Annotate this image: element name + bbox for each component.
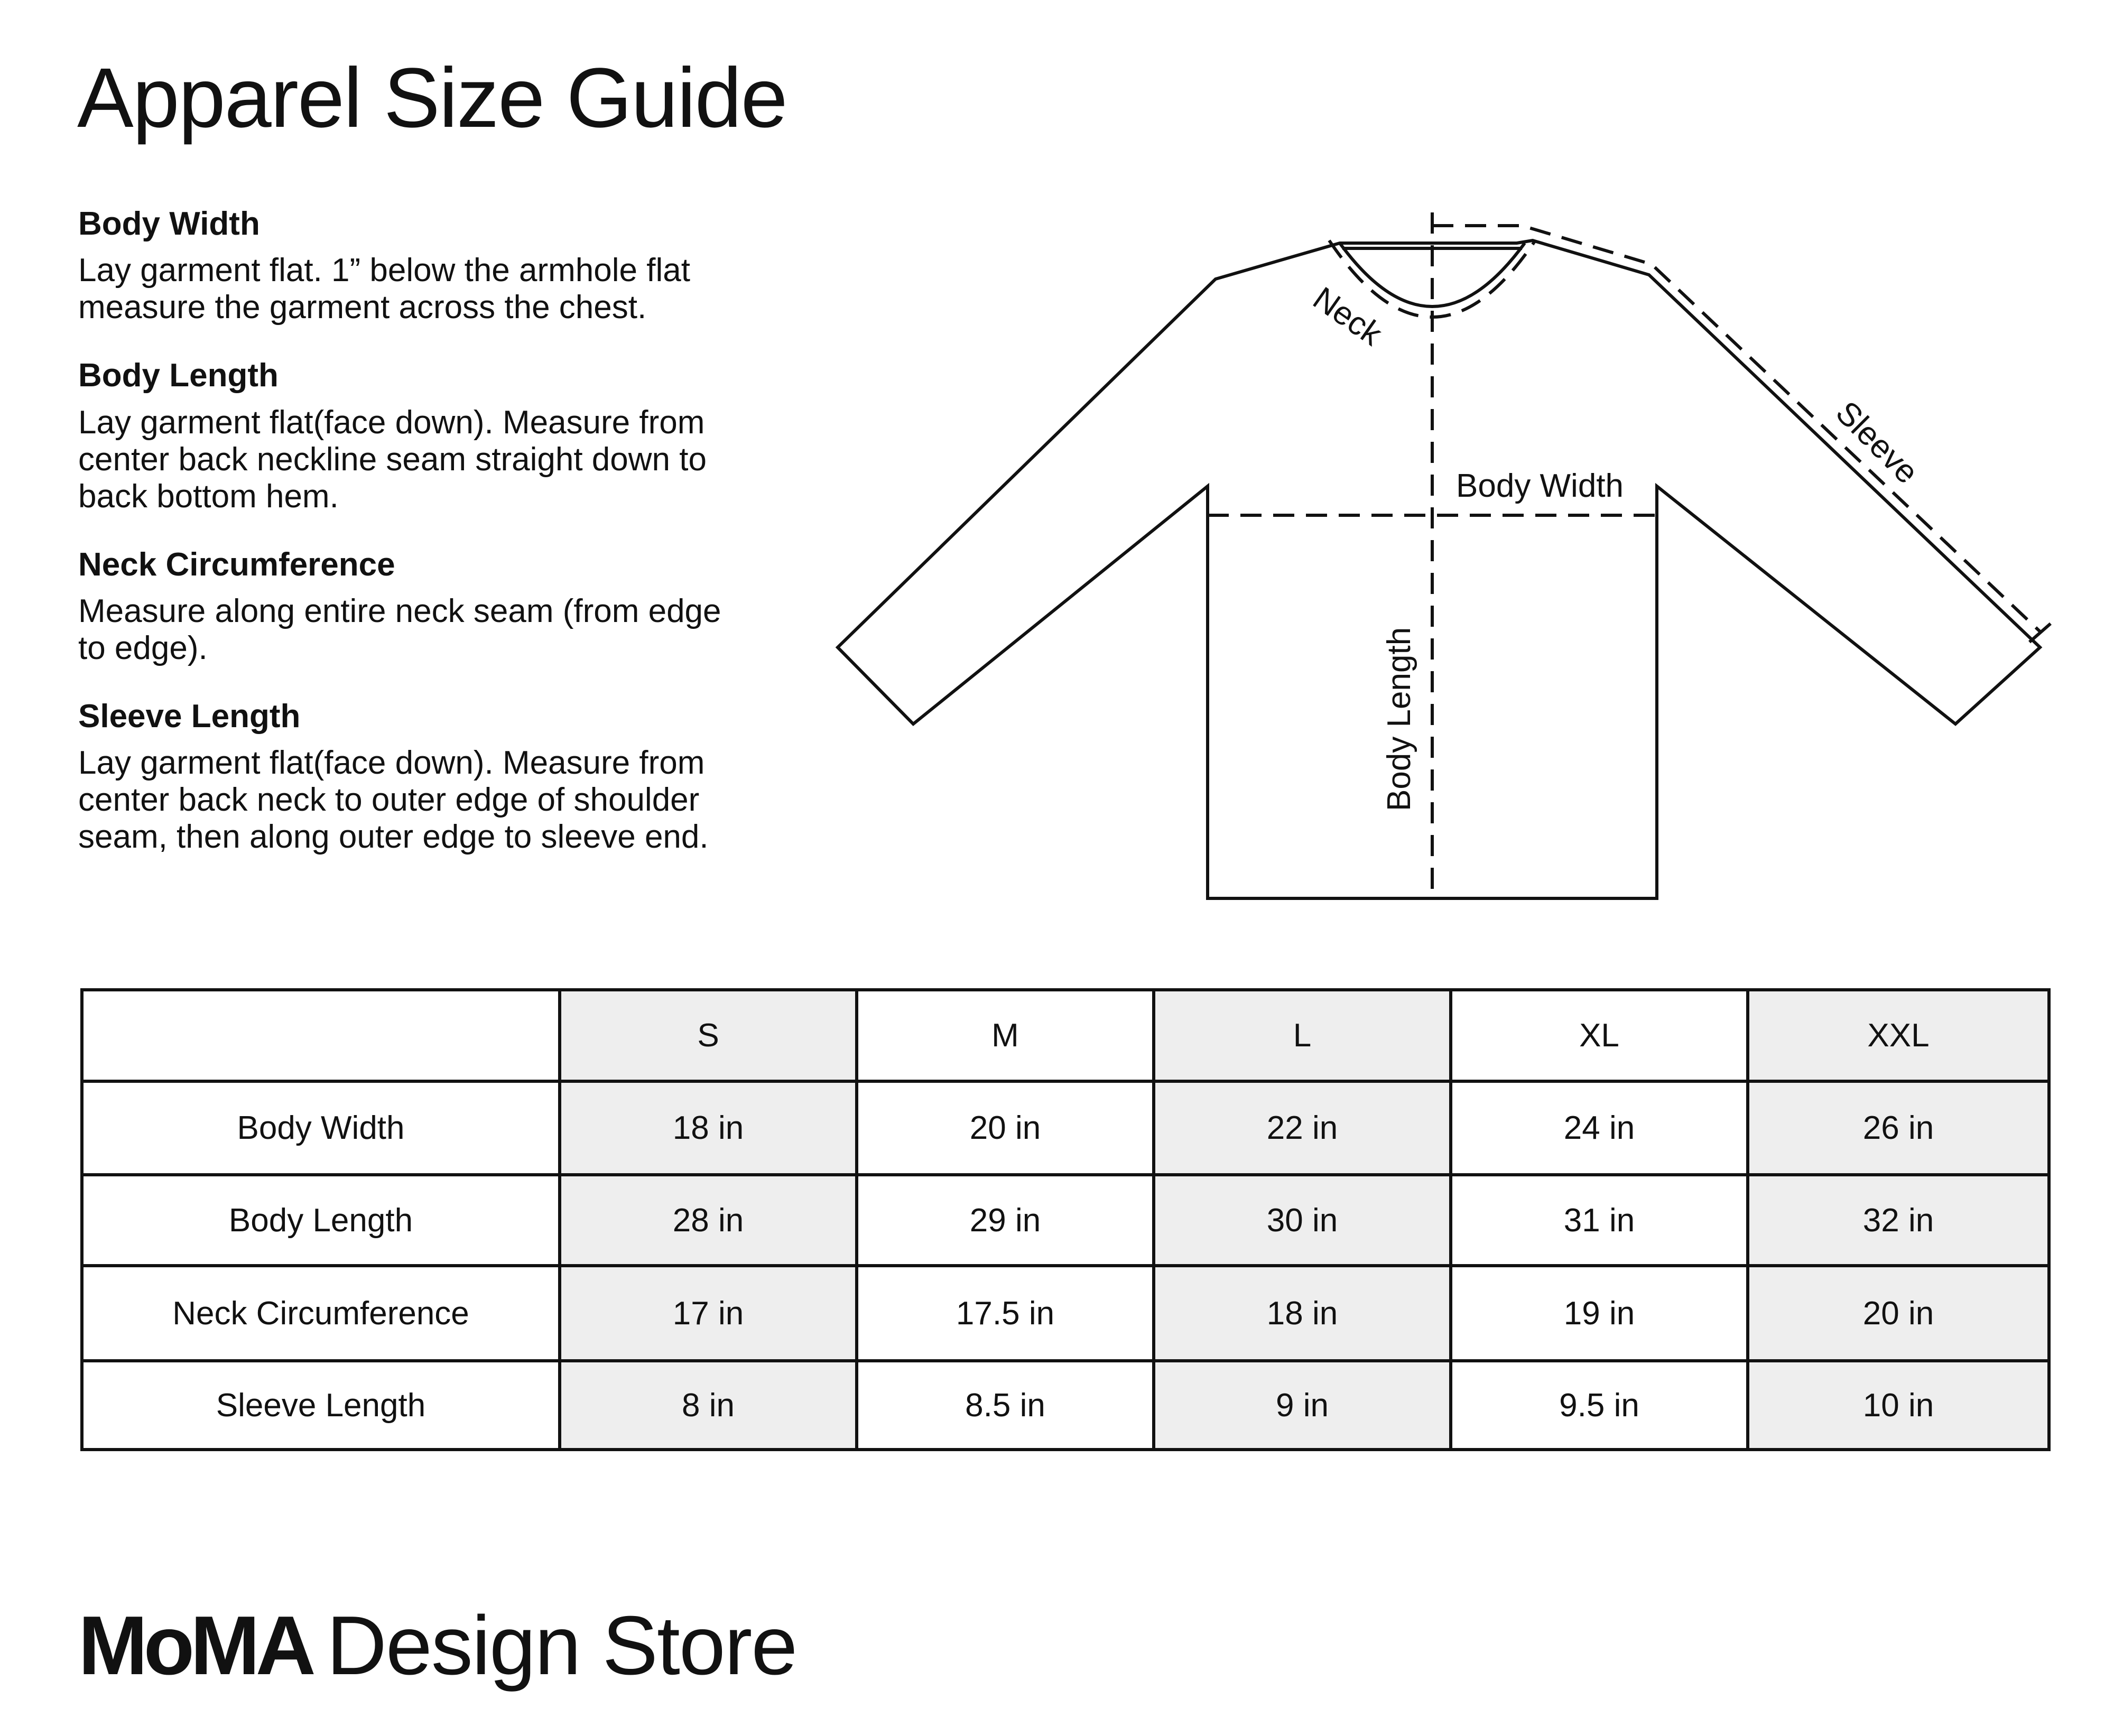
size-header-l: L <box>1154 990 1451 1081</box>
size-header-xxl: XXL <box>1748 990 2049 1081</box>
instruction-heading: Body Length <box>78 357 279 394</box>
table-cell: 30 in <box>1154 1175 1451 1266</box>
logo-store: Design Store <box>326 1599 797 1692</box>
instruction-line: seam, then along outer edge to sleeve end. <box>78 819 709 856</box>
table-cell: 20 in <box>1748 1266 2049 1361</box>
table-cell: 31 in <box>1451 1175 1748 1266</box>
table-cell: 9 in <box>1154 1361 1451 1450</box>
table-cell: 18 in <box>560 1081 857 1175</box>
table-cell: 29 in <box>857 1175 1154 1266</box>
table-cell: 32 in <box>1748 1175 2049 1266</box>
instruction-line: Lay garment flat(face down). Measure from <box>78 745 705 782</box>
body-length-label: Body Length <box>1381 627 1417 811</box>
table-cell: 17 in <box>560 1266 857 1361</box>
instruction-line: center back neck to outer edge of shoulder <box>78 782 700 819</box>
logo-brand: MoMA <box>78 1599 312 1692</box>
instruction-heading: Body Width <box>78 206 260 242</box>
instruction-line: to edge). <box>78 629 208 666</box>
instruction-line: measure the garment across the chest. <box>78 289 647 326</box>
moma-design-store-logo <box>78 1599 797 1692</box>
size-header-s: S <box>560 990 857 1081</box>
table-header-row <box>82 990 2049 1081</box>
table-row <box>82 1081 2049 1175</box>
table-cell: 10 in <box>1748 1361 2049 1450</box>
table-row <box>82 1266 2049 1361</box>
size-header-m: M <box>857 990 1154 1081</box>
instruction-line: Measure along entire neck seam (from edge <box>78 592 721 629</box>
table-cell: 8.5 in <box>857 1361 1154 1450</box>
size-chart-table <box>80 988 2051 1451</box>
table-cell: 9.5 in <box>1451 1361 1748 1450</box>
neck-label: Neck <box>1306 280 1389 353</box>
table-cell: 17.5 in <box>857 1266 1154 1361</box>
sleeve-label: Sleeve <box>1829 394 1925 491</box>
table-corner-cell <box>82 990 560 1081</box>
size-header-xl: XL <box>1451 990 1748 1081</box>
instruction-line: center back neckline seam straight down to <box>78 441 707 478</box>
table-cell: 22 in <box>1154 1081 1451 1175</box>
table-cell: 26 in <box>1748 1081 2049 1175</box>
row-label: Body Length <box>82 1175 560 1266</box>
table-row <box>82 1175 2049 1266</box>
page-title: Apparel Size Guide <box>77 50 787 145</box>
table-row <box>82 1361 2049 1450</box>
row-label: Body Width <box>82 1081 560 1175</box>
instruction-heading: Sleeve Length <box>78 698 301 735</box>
table-cell: 20 in <box>857 1081 1154 1175</box>
instruction-line: Lay garment flat(face down). Measure from <box>78 404 705 441</box>
table-cell: 24 in <box>1451 1081 1748 1175</box>
body-width-label: Body Width <box>1456 468 1624 504</box>
row-label: Neck Circumference <box>82 1266 560 1361</box>
table-cell: 18 in <box>1154 1266 1451 1361</box>
instruction-line: Lay garment flat. 1” below the armhole flat <box>78 252 690 289</box>
sleeve-end-tick <box>2029 624 2051 642</box>
shirt-outline <box>838 240 2040 898</box>
row-label: Sleeve Length <box>82 1361 560 1450</box>
instruction-line: back bottom hem. <box>78 478 339 515</box>
table-cell: 8 in <box>560 1361 857 1450</box>
table-cell: 19 in <box>1451 1266 1748 1361</box>
table-cell: 28 in <box>560 1175 857 1266</box>
instruction-heading: Neck Circumference <box>78 546 395 583</box>
sleeve-measure-line <box>1432 226 2040 632</box>
